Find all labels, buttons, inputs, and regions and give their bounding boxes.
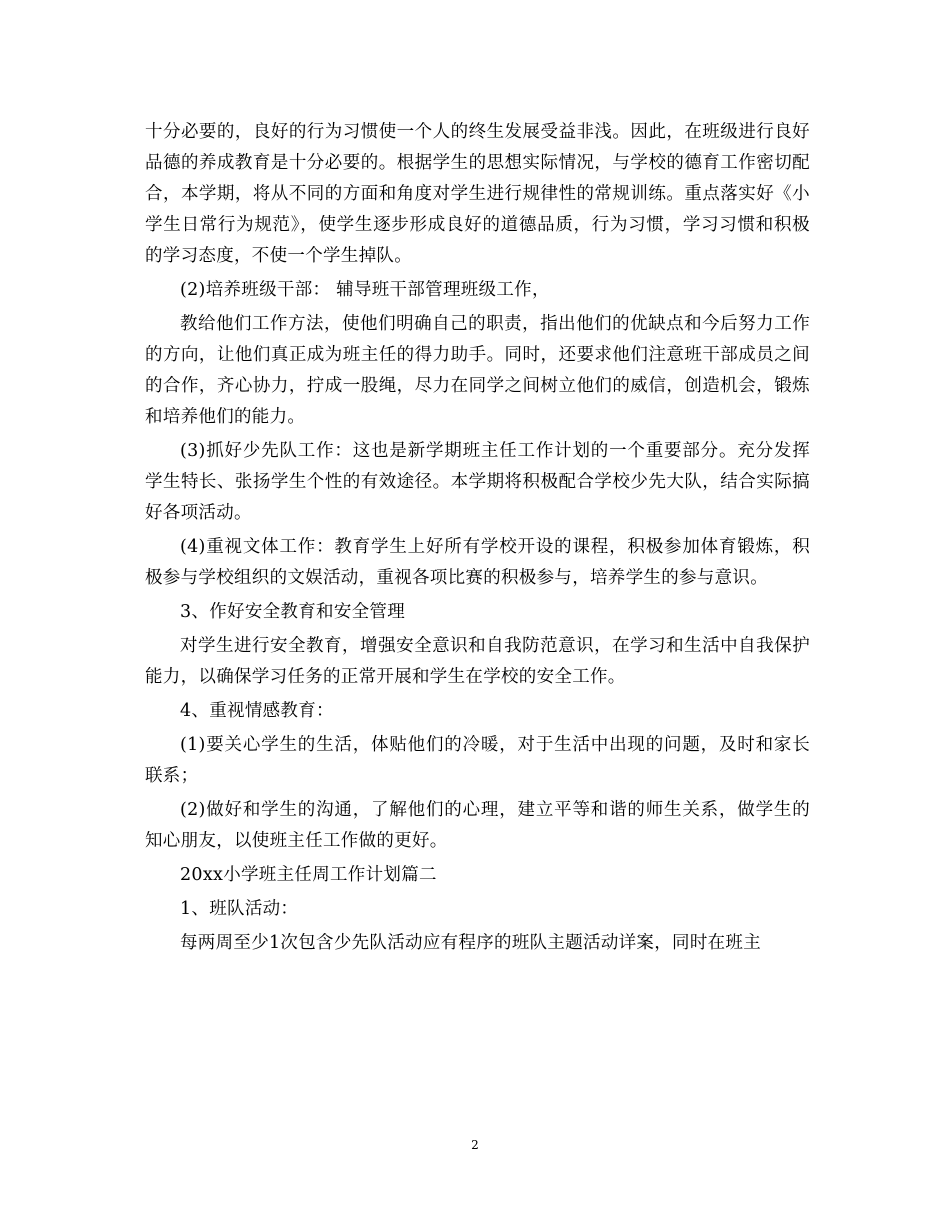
paragraph-9: (2)做好和学生的沟通，了解他们的心理，建立平等和谐的师生关系，做学生的知心朋友，以使班主任工作做的更好。: [145, 800, 810, 851]
paragraph-6: 对学生进行安全教育，增强安全意识和自我防范意识，在学习和生活中自我保护能力，以确保学习任务的正常开展和学生在学校的安全工作。: [145, 636, 810, 687]
paragraph-12: 每两周至少1次包含少先队活动应有程序的班队主题活动详案，同时在班主: [180, 933, 762, 953]
section-title-part-two: 20xx小学班主任周工作计划篇二: [180, 865, 437, 885]
page-number: 2: [471, 1138, 479, 1152]
paragraph-1: (2)培养班级干部： 辅导班干部管理班级工作，: [180, 280, 550, 300]
document-body: [145, 117, 810, 962]
section-heading-safety: 3、作好安全教育和安全管理: [180, 602, 406, 622]
paragraph-2: 教给他们工作方法，使他们明确自己的职责，指出他们的优缺点和今后努力工作的方向，让他们真正成为班主任的得力助手。同时，还要求他们注意班干部成员之间的合作，齐心协力，拧成一股绳，尽力在同学之间树立他们的威信，创造机会，锻炼和培养他们的能力。: [145, 314, 810, 427]
paragraph-3: (3)抓好少先队工作：这也是新学期班主任工作计划的一个重要部分。充分发挥学生特长、张扬学生个性的有效途径。本学期将积极配合学校少先大队，结合实际搞好各项活动。: [145, 441, 810, 523]
paragraph-8: (1)要关心学生的生活，体贴他们的冷暖，对于生活中出现的问题，及时和家长联系；: [145, 735, 810, 786]
section-heading-class-activities: 1、班队活动：: [180, 899, 299, 919]
paragraph-4: (4)重视文体工作：教育学生上好所有学校开设的课程，积极参加体育锻炼，积极参与学校组织的文娱活动，重视各项比赛的积极参与，培养学生的参与意识。: [145, 537, 810, 588]
paragraph-0: 十分必要的，良好的行为习惯使一个人的终生发展受益非浅。因此，在班级进行良好品德的养成教育是十分必要的。根据学生的思想实际情况，与学校的德育工作密切配合，本学期，将从不同的方面和角度对学生进行规律性的常规训练。重点落实好《小学生日常行为规范》，使学生逐步形成良好的道德品质，行为习惯，学习习惯和积极的学习态度，不使一个学生掉队。: [145, 122, 810, 266]
section-heading-emotion: 4、重视情感教育：: [180, 701, 334, 721]
